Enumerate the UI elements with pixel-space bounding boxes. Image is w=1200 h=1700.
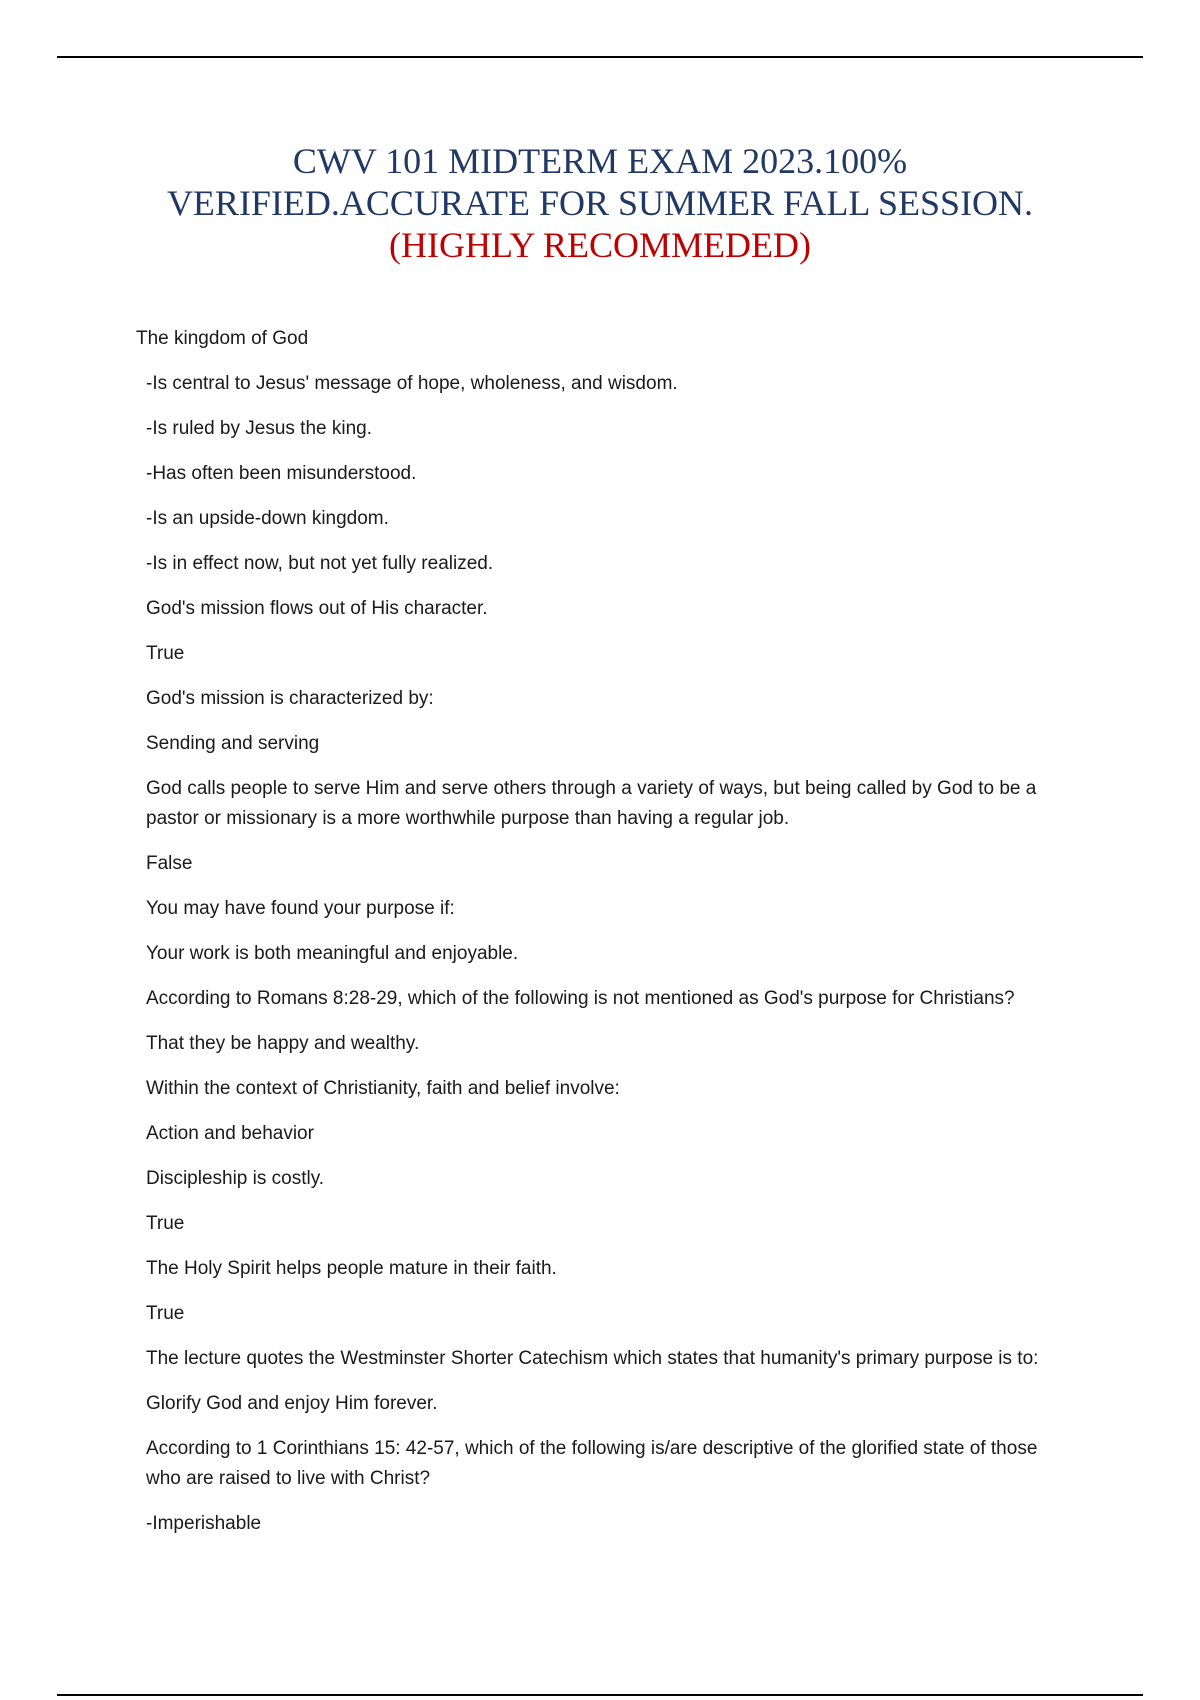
answer-item: True [146,643,185,664]
question-item: God's mission is characterized by: [146,688,434,709]
answer-item: Action and behavior [146,1123,314,1144]
title-recommended: (HIGHLY RECOMMEDED) [388,225,811,265]
question-item: According to 1 Corinthians 15: 42-57, which of the following is/are descriptive of the glorified state of those who are raised to live with Christ? [146,1438,1038,1489]
title-line-1: CWV 101 MIDTERM EXAM 2023.100% [292,141,908,181]
answer-item: That they be happy and wealthy. [146,1033,420,1054]
answer-item: True [146,1303,185,1324]
answer-item: False [146,853,193,874]
top-rule [57,56,1143,58]
answer-item: Sending and serving [146,733,320,754]
question-item: The lecture quotes the Westminster Shorter Catechism which states that humanity's primary purpose is to: [146,1348,1039,1369]
answer-item: True [146,1213,185,1234]
question-item: God calls people to serve Him and serve others through a variety of ways, but being called by God to be a pastor or missionary is a more worthwhile purpose than having a regular job. [146,778,1037,829]
section-heading: The kingdom of God [136,328,309,349]
question-item: Within the context of Christianity, faith and belief involve: [146,1078,620,1099]
answer-item: -Is in effect now, but not yet fully realized. [146,553,494,574]
question-item: According to Romans 8:28-29, which of the following is not mentioned as God's purpose for Christians? [146,988,1015,1009]
question-item: Discipleship is costly. [146,1168,325,1189]
document-title [60,140,1140,266]
question-item: God's mission flows out of His character. [146,598,488,619]
question-item: You may have found your purpose if: [146,898,455,919]
answer-item: -Is central to Jesus' message of hope, wholeness, and wisdom. [146,373,678,394]
answer-item: -Imperishable [146,1513,262,1534]
title-line-2: VERIFIED.ACCURATE FOR SUMMER FALL SESSION. [166,183,1034,223]
answer-item: -Is ruled by Jesus the king. [146,418,372,439]
answer-item: -Has often been misunderstood. [146,463,417,484]
question-item: The Holy Spirit helps people mature in their faith. [146,1258,557,1279]
answer-item: Your work is both meaningful and enjoyable. [146,943,519,964]
answer-item: Glorify God and enjoy Him forever. [146,1393,438,1414]
bottom-rule [57,1694,1143,1696]
answer-item: -Is an upside-down kingdom. [146,508,389,529]
exam-content [136,324,1076,1554]
